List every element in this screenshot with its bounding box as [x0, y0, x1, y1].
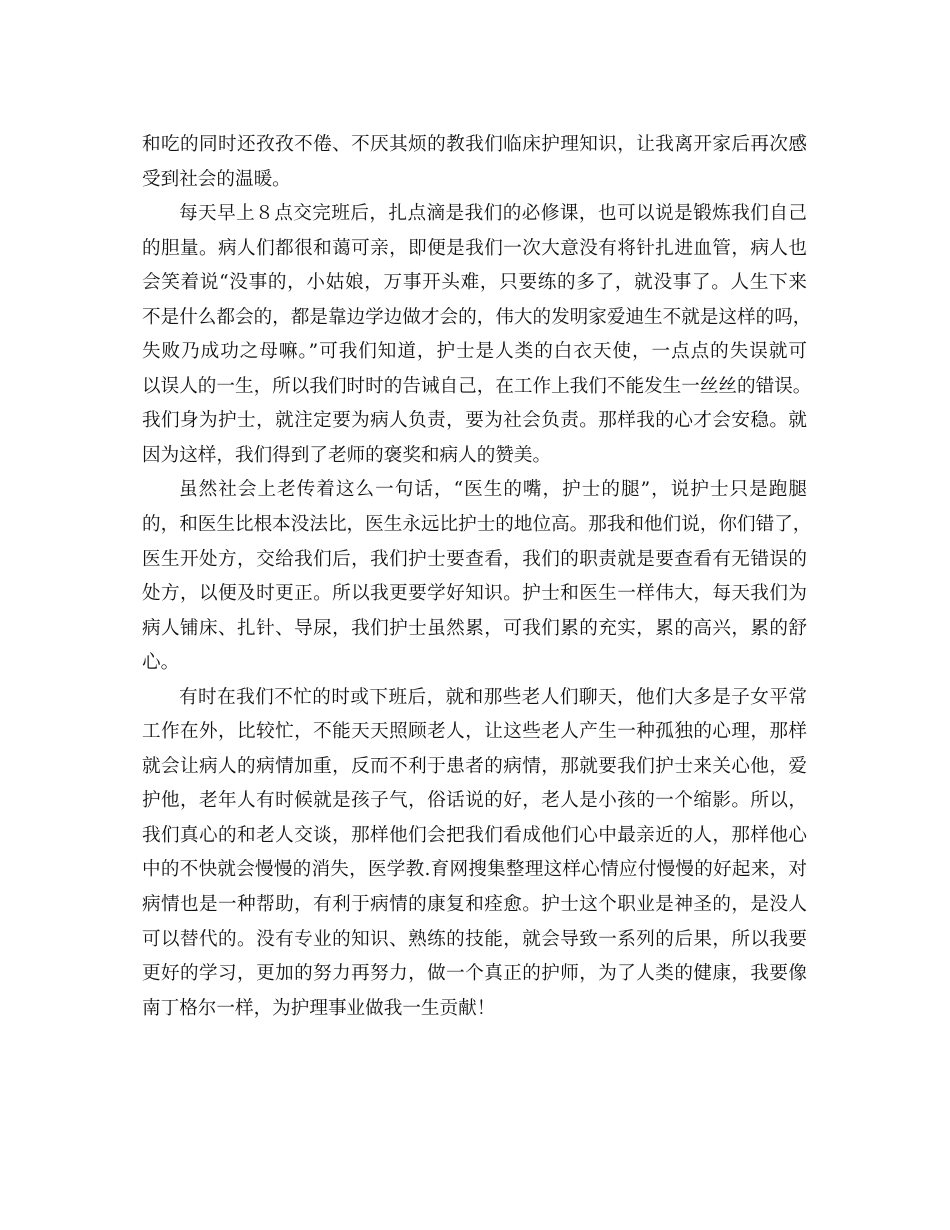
text-line: 以误人的一生，所以我们时时的告诫自己，在工作上我们不能发生一丝丝的错误。 — [142, 375, 812, 397]
text-line: 和吃的同时还孜孜不倦、不厌其烦的教我们临床护理知识，让我离开家后再次感 — [142, 134, 807, 155]
text-line: 病人铺床、扎针、导尿，我们护士虽然累，可我们累的充实，累的高兴，累的舒 — [142, 617, 807, 639]
text-line: 每天早上８点交完班后，扎点滴是我们的必修课，也可以说是锻炼我们自己 — [179, 203, 807, 225]
text-line: 就会让病人的病情加重，反而不利于患者的病情，那就要我们护士来关心他，爱 — [142, 755, 807, 777]
text-line: 医生开处方，交给我们后，我们护士要查看，我们的职责就是要查看有无错误的 — [142, 548, 807, 570]
text-line: 心。 — [142, 652, 180, 674]
text-line: 受到社会的温暖。 — [142, 168, 291, 190]
text-line: 有时在我们不忙的时或下班后，就和那些老人们聊天，他们大多是子女平常 — [179, 686, 807, 708]
text-line: 更好的学习，更加的努力再努力，做一个真正的护师，为了人类的健康，我要像 — [142, 963, 807, 985]
text-line: 虽然社会上老传着这么一句话，“医生的嘴，护士的腿”，说护士只是跑腿 — [179, 479, 807, 501]
document-body — [142, 128, 812, 1026]
text-line: 的胆量。病人们都很和蔼可亲，即便是我们一次大意没有将针扎进血管，病人也 — [142, 237, 807, 259]
text-line: 我们真心的和老人交谈，那样他们会把我们看成他们心中最亲近的人，那样他心 — [142, 824, 807, 846]
text-line: 会笑着说“没事的，小姑娘，万事开头难，只要练的多了，就没事了。人生下来 — [142, 272, 807, 294]
text-line: 因为这样，我们得到了老师的褒奖和病人的赞美。 — [142, 444, 552, 466]
text-line: 不是什么都会的，都是靠边学边做才会的，伟大的发明家爱迪生不就是这样的吗， — [142, 306, 812, 328]
text-line: 的，和医生比根本没法比，医生永远比护士的地位高。那我和他们说，你们错了， — [142, 514, 812, 536]
document-page — [142, 128, 812, 1026]
text-line: 可以替代的。没有专业的知识、熟练的技能，就会导致一系列的后果，所以我要 — [142, 928, 807, 950]
text-line: 护他，老年人有时候就是孩子气，俗话说的好，老人是小孩的一个缩影。所以， — [142, 790, 807, 812]
text-line: 南丁格尔一样，为护理事业做我一生贡献！ — [142, 997, 496, 1019]
text-line: 处方，以便及时更正。所以我更要学好知识。护士和医生一样伟大，每天我们为 — [142, 583, 807, 605]
text-line: 工作在外，比较忙，不能天天照顾老人，让这些老人产生一种孤独的心理，那样 — [142, 721, 807, 743]
text-line: 失败乃成功之母嘛。”可我们知道，护士是人类的白衣天使，一点点的失误就可 — [142, 341, 807, 363]
text-line: 中的不快就会慢慢的消失，医学教.育网搜集整理这样心情应付慢慢的好起来，对 — [142, 859, 807, 881]
text-line: 我们身为护士，就注定要为病人负责，要为社会负责。那样我的心才会安稳。就 — [142, 410, 807, 432]
text-line: 病情也是一种帮助，有利于病情的康复和痊愈。护士这个职业是神圣的，是没人 — [142, 894, 807, 916]
